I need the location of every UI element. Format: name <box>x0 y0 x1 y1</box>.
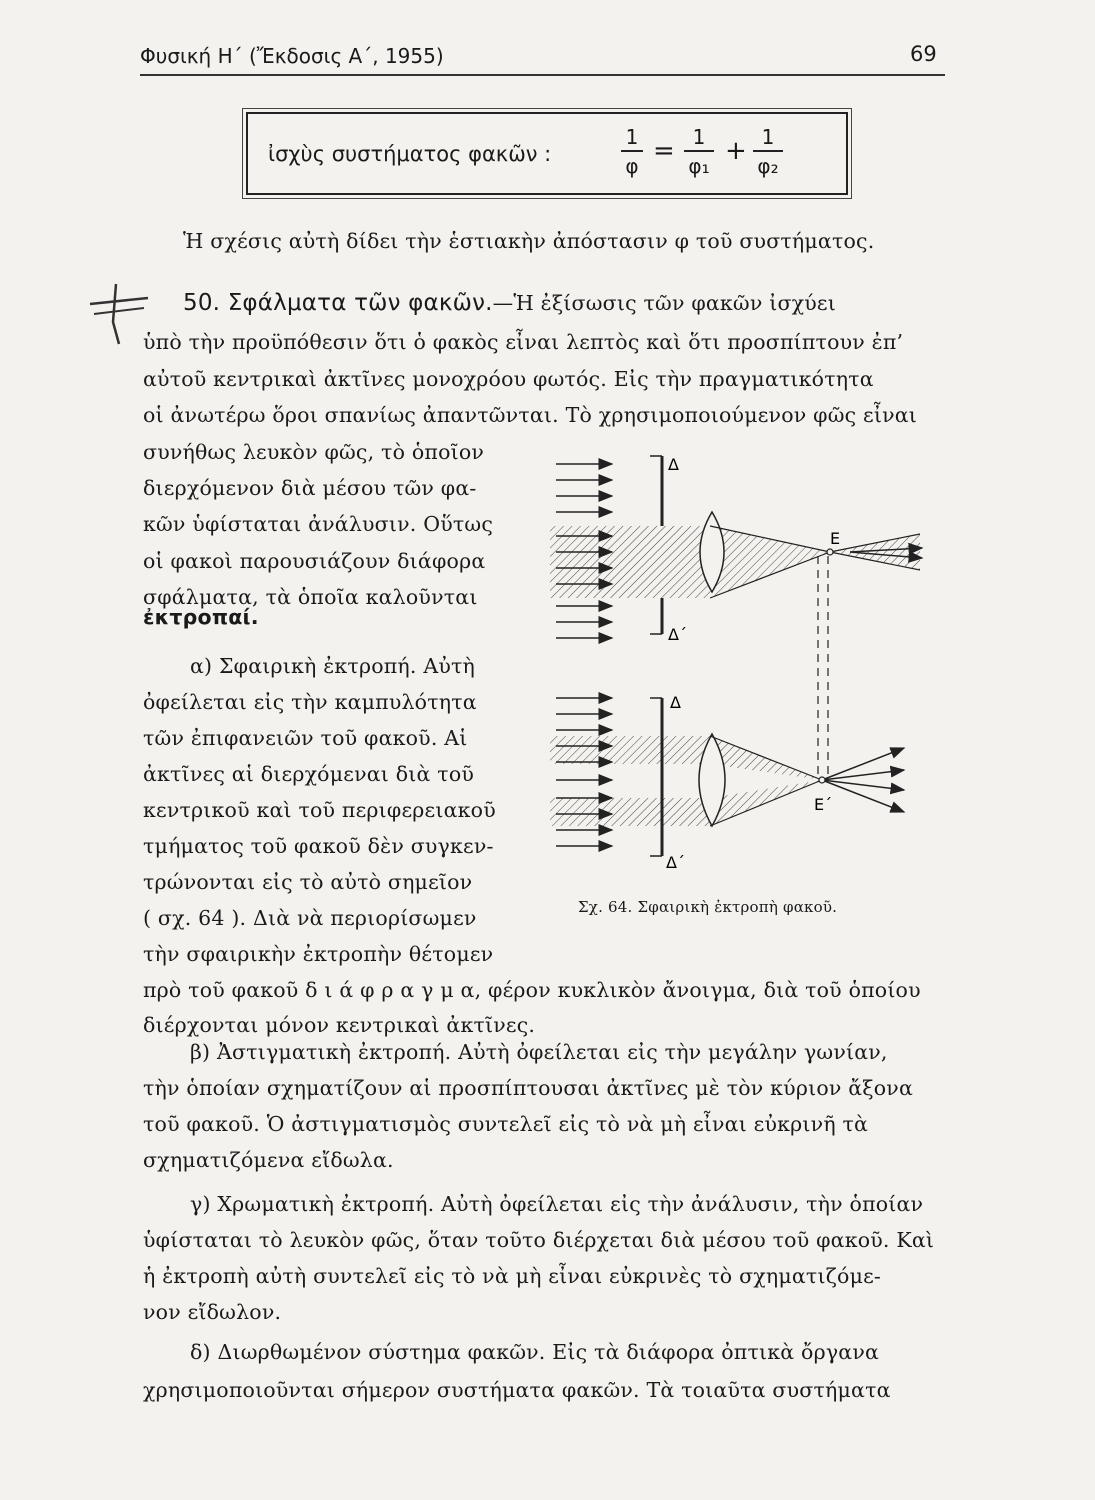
label-e-prime: Ε΄ <box>814 795 833 814</box>
formula-rhs2-fraction: 1 φ₂ <box>753 126 783 178</box>
gamma-line: ἡ ἐκτροπὴ αὐτὴ συντελεῖ εἰς τὸ νὰ μὴ εἶναι εὐκρινὲς τὸ σχηματιζόμε- <box>143 1264 882 1288</box>
gamma-line: ὑφίσταται τὸ λευκὸν φῶς, ὅταν τοῦτο διέρχεται διὰ μέσου τοῦ φακοῦ. Καὶ <box>143 1228 935 1252</box>
header-rule <box>140 74 945 76</box>
delta-line: χρησιμοποιοῦνται σήμερον συστήματα φακῶν. Τὰ τοιαῦτα συστήματα <box>143 1378 891 1402</box>
label-d-top-2: Δ <box>670 693 681 712</box>
alpha-line: κεντρικοῦ καὶ τοῦ περιφερειακοῦ <box>143 798 496 822</box>
label-d-top-1: Δ <box>668 455 679 474</box>
figure-caption: Σχ. 64. Σφαιρικὴ ἐκτροπὴ φακοῦ. <box>578 898 838 916</box>
hatched-beam-diverge <box>830 534 920 570</box>
formula-label: ἰσχὺς συστήματος φακῶν : <box>268 142 552 166</box>
running-header: Φυσική Η΄ (Ἔκδοσις Α΄, 1955) <box>140 44 444 68</box>
formula-plus: + <box>725 136 747 166</box>
alpha-line: τρώνονται εἰς τὸ αὐτὸ σημεῖον <box>143 870 473 894</box>
focal-point-e-prime <box>819 777 825 783</box>
alpha-line: τὴν σφαιρικὴν ἐκτροπὴν θέτομεν <box>143 942 494 966</box>
alpha-line: ὀφείλεται εἰς τὴν καμπυλότητα <box>143 690 477 714</box>
beta-line: τὴν ὁποίαν σχηματίζουν αἱ προσπίπτουσαι ἀκτῖνες μὲ τὸν κύριον ἄξονα <box>143 1076 914 1100</box>
formula-rhs1-fraction: 1 φ₁ <box>684 126 714 178</box>
alpha-line: τῶν ἐπιφανειῶν τοῦ φακοῦ. Αἱ <box>143 726 468 750</box>
hatched-beam-in <box>550 526 666 598</box>
beta-line: τοῦ φακοῦ. Ὁ ἀστιγματισμὸς συντελεῖ εἰς τὸ νὰ μὴ εἶναι εὐκρινῆ τὰ <box>143 1112 869 1136</box>
section-line: συνήθως λευκὸν φῶς, τὸ ὁποῖον <box>143 440 485 464</box>
alpha-line: α) Σφαιρικὴ ἐκτροπή. Αὐτὴ <box>190 654 476 678</box>
beta-line: β) Ἀστιγματικὴ ἐκτροπή. Αὐτὴ ὀφείλεται εἰς τὴν μεγάλην γωνίαν, <box>190 1040 888 1064</box>
intro-line: Ἡ σχέσις αὐτὴ δίδει τὴν ἑστιακὴν ἀπόστασιν φ τοῦ συστήματος. <box>183 229 875 253</box>
label-e: Ε <box>830 529 841 548</box>
beta-line: σχηματιζόμενα εἴδωλα. <box>143 1148 394 1172</box>
section-line: οἱ φακοὶ παρουσιάζουν διάφορα <box>143 549 486 573</box>
alpha-line: ( σχ. 64 ). Διὰ νὰ περιορίσωμεν <box>143 906 477 930</box>
alpha-line: τμήματος τοῦ φακοῦ δὲν συγκεν- <box>143 834 494 858</box>
delta-line: δ) Διωρθωμένον σύστημα φακῶν. Εἰς τὰ διάφορα ὀπτικὰ ὄργανα <box>190 1340 880 1364</box>
label-d-bottom-2: Δ΄ <box>666 853 685 872</box>
section-line: αὐτοῦ κεντρικαὶ ἀκτῖνες μονοχρόου φωτός. Εἰς τὴν πραγματικότητα <box>143 367 874 391</box>
term-ektropai: ἐκτροπαί. <box>143 605 259 629</box>
formula-equals: = <box>653 136 675 166</box>
page-number: 69 <box>910 42 937 66</box>
diagram-central-rays <box>550 456 922 638</box>
section-first-line-rest: —Ἡ ἐξίσωσις τῶν φακῶν ἰσχύει <box>492 291 836 315</box>
alpha-line: διέρχονται μόνον κεντρικαὶ ἀκτῖνες. <box>143 1013 536 1037</box>
section-line: οἱ ἀνωτέρω ὅροι σπανίως ἀπαντῶνται. Τὸ χρησιμοποιούμενον φῶς εἶναι <box>143 403 918 427</box>
formula-lhs-fraction: 1 φ <box>621 126 643 178</box>
figure-64-spherical-aberration <box>550 446 940 886</box>
section-line: σφάλματα, τὰ ὁποῖα καλοῦνται <box>143 585 478 609</box>
section-line: κῶν ὑφίσταται ἀνάλυσιν. Οὕτως <box>143 512 494 536</box>
alpha-line: πρὸ τοῦ φακοῦ δ ι ά φ ρ α γ μ α, φέρον κυκλικὸν ἄνοιγμα, διὰ τοῦ ὁποίου <box>143 978 921 1002</box>
section-first-line <box>183 290 836 316</box>
section-title: 50. Σφάλματα τῶν φακῶν. <box>183 290 493 316</box>
formula-box <box>246 112 848 195</box>
diagram-peripheral-rays <box>550 698 904 856</box>
focal-point-e <box>827 549 833 555</box>
label-d-bottom-1: Δ΄ <box>668 625 687 644</box>
section-line: διερχόμενον διὰ μέσου τῶν φα- <box>143 476 477 500</box>
gamma-line: γ) Χρωματικὴ ἐκτροπή. Αὐτὴ ὀφείλεται εἰς τὴν ἀνάλυσιν, τὴν ὁποίαν <box>190 1192 924 1216</box>
gamma-line: νον εἴδωλον. <box>143 1300 282 1324</box>
alpha-line: ἀκτῖνες αἱ διερχόμεναι διὰ τοῦ <box>143 762 475 786</box>
section-line: ὑπὸ τὴν προϋπόθεσιν ὅτι ὁ φακὸς εἶναι λεπτὸς καὶ ὅτι προσπίπτουν ἐπ’ <box>143 330 904 354</box>
